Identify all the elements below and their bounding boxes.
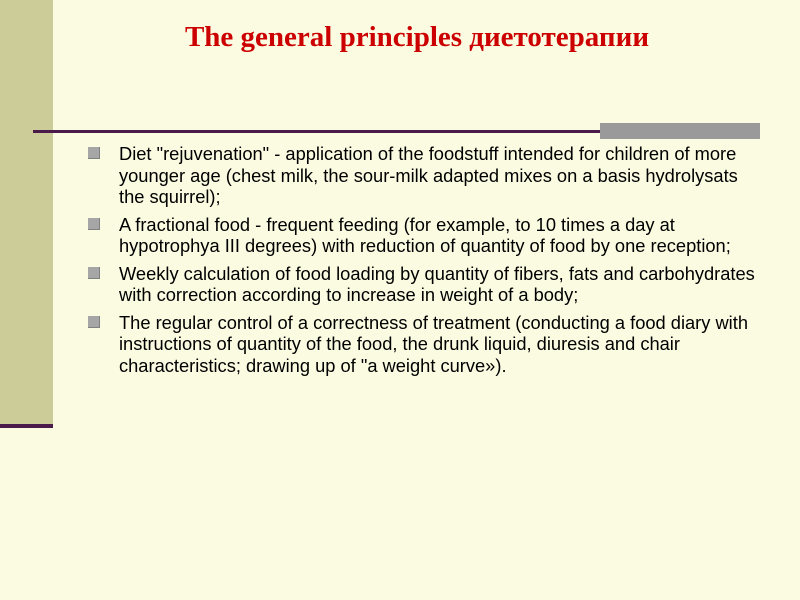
bullet-item (86, 214, 766, 257)
title-divider-block (600, 123, 760, 139)
left-decorative-bar (0, 0, 53, 428)
bullet-item (86, 143, 766, 208)
bullet-list (86, 143, 766, 382)
bullet-item (86, 312, 766, 377)
bullet-text: Weekly calculation of food loading by quantity of fibers, fats and carbohydrates with correction according to increase in weight of a body; (119, 262, 755, 305)
square-bullet-icon (88, 147, 100, 159)
bullet-text: Diet "rejuvenation" - application of the foodstuff intended for children of more younger age (chest milk, the sour-milk adapted mixes on a basis hydrolysats the squirrel); (119, 143, 738, 207)
bullet-text: A fractional food - frequent feeding (for example, to 10 times a day at hypotrophya III degrees) with reduction of quantity of food by one reception; (119, 213, 731, 256)
square-bullet-icon (88, 267, 100, 279)
square-bullet-icon (88, 316, 100, 328)
left-bar-bottom-edge (0, 424, 53, 428)
square-bullet-icon (88, 218, 100, 230)
bullet-text: The regular control of a correctness of treatment (conducting a food diary with instructions of quantity of the food, the drunk liquid, diuresis and chair characteristics; drawing up of "a weight curve»). (119, 311, 748, 376)
slide-title: The general principles диетотерапии (184, 21, 650, 53)
bullet-item (86, 263, 766, 306)
